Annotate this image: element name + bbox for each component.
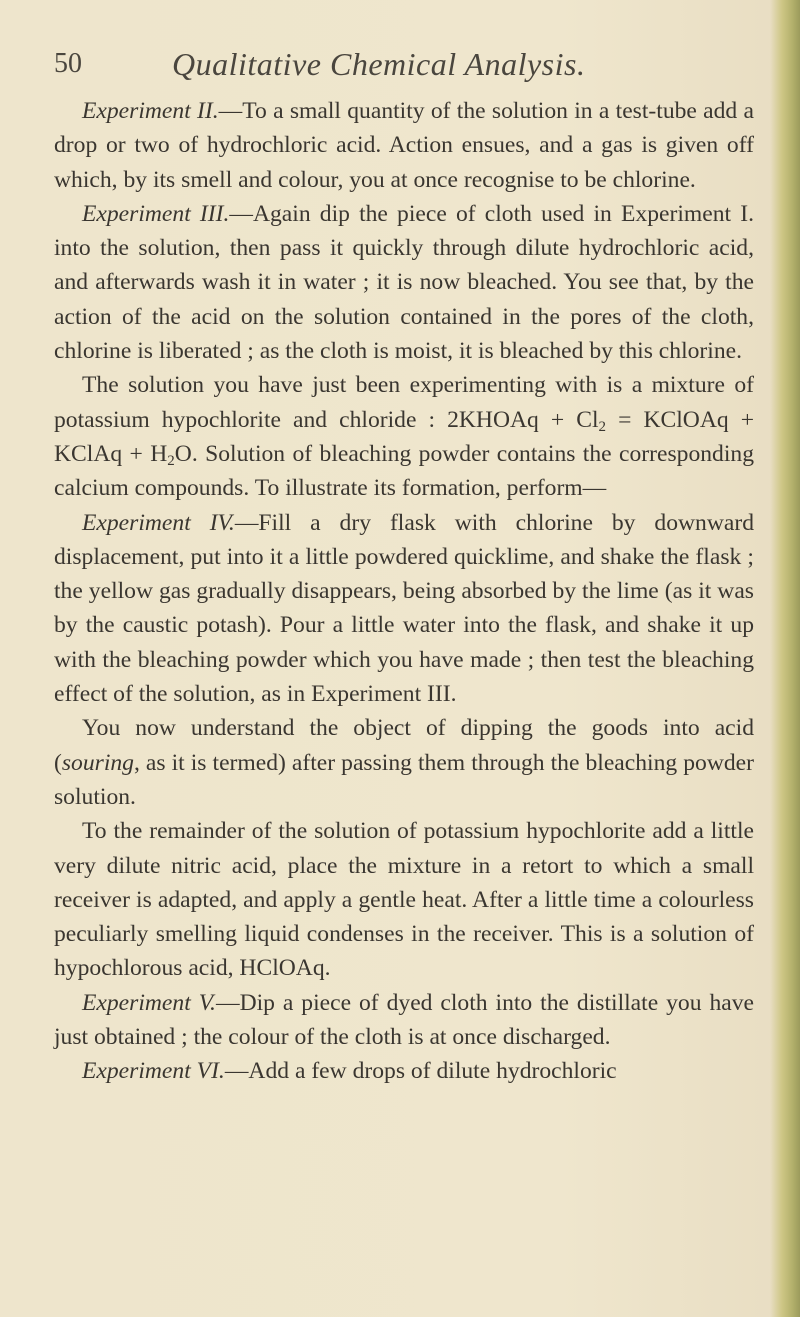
paragraph-text: —Add a few drops of dilute hydrochloric bbox=[224, 1058, 617, 1085]
paragraph-text: —Dip a piece of dyed cloth into the distillate you have just obtained ; the colour of the cloth is at once discharged. bbox=[54, 989, 754, 1051]
page-edge-shadow bbox=[770, 0, 800, 1317]
subscript: 2 bbox=[167, 452, 175, 469]
paragraph-text: You now understand the object of dipping the goods into acid ( bbox=[54, 715, 754, 776]
paragraph-experiment-2 bbox=[54, 94, 754, 197]
paragraph-text: The solution you have just been experimenting with is a mixture of potassium hypochlorite and chloride : 2KHOAq + Cl bbox=[54, 372, 754, 433]
page-header bbox=[54, 44, 754, 84]
experiment-heading: Experiment III. bbox=[82, 200, 230, 227]
paragraph-text: —Again dip the piece of cloth used in Experiment I. into the solution, then pass it quickly through dilute hydrochloric acid, and afterwards wash it in water ; it is now bleached. You see that, by the action of the acid on the solution contained in the pores of the cloth, chlorine is liberated ; as the cloth is moist, it is bleached by this chlorine. bbox=[54, 200, 754, 365]
running-title: Qualitative Chemical Analysis. bbox=[172, 46, 586, 82]
paragraph-equation bbox=[54, 368, 754, 505]
paragraph-text: , as it is termed) after passing them through the bleaching powder solution. bbox=[54, 749, 754, 810]
paragraph-text: = KClOAq + KClAq + H bbox=[54, 406, 755, 467]
experiment-heading: Experiment VI. bbox=[82, 1058, 225, 1085]
experiment-heading: Experiment IV. bbox=[82, 509, 235, 536]
paragraph-experiment-5 bbox=[54, 986, 754, 1055]
experiment-heading: Experiment V. bbox=[82, 989, 216, 1016]
subscript: 2 bbox=[598, 418, 607, 435]
page-number: 50 bbox=[54, 48, 82, 79]
paragraph-experiment-4 bbox=[54, 506, 754, 712]
body-text bbox=[54, 94, 754, 1089]
paragraph-text: —Fill a dry flask with chlorine by downward displacement, put into it a little powdered quicklime, and shake the flask ; the yellow gas gradually disappears, being absorbed by the lime (as it was by the caustic potash). Pour a little water into the flask, and shake it up with the bleaching powder which you have made ; then test the bleaching effect of the solution, as in Experiment III. bbox=[54, 509, 755, 708]
paragraph-experiment-6 bbox=[54, 1054, 754, 1088]
italic-term: souring bbox=[61, 749, 134, 776]
paragraph-text: To the remainder of the solution of potassium hypochlorite add a little very dilute nitric acid, place the mixture in a retort to which a small receiver is adapted, and apply a gentle heat. After a little time a colourless peculiarly smelling liquid condenses in the receiver. This is a solution of hypochlorous acid, HClOAq. bbox=[54, 818, 754, 982]
paragraph-text: —To a small quantity of the solution in a test-tube add a drop or two of hydrochloric acid. Action ensues, and a gas is given off which, by its smell and colour, you at once recognise to be chlorine. bbox=[54, 98, 754, 193]
experiment-heading: Experiment II. bbox=[82, 98, 219, 124]
paragraph-souring bbox=[54, 711, 754, 814]
paragraph-text: O. Solution of bleaching powder contains the corresponding calcium compounds. To illustrate its formation, perform— bbox=[54, 440, 754, 502]
paragraph-experiment-3 bbox=[54, 197, 754, 368]
paragraph-hypochlorous bbox=[54, 814, 754, 985]
